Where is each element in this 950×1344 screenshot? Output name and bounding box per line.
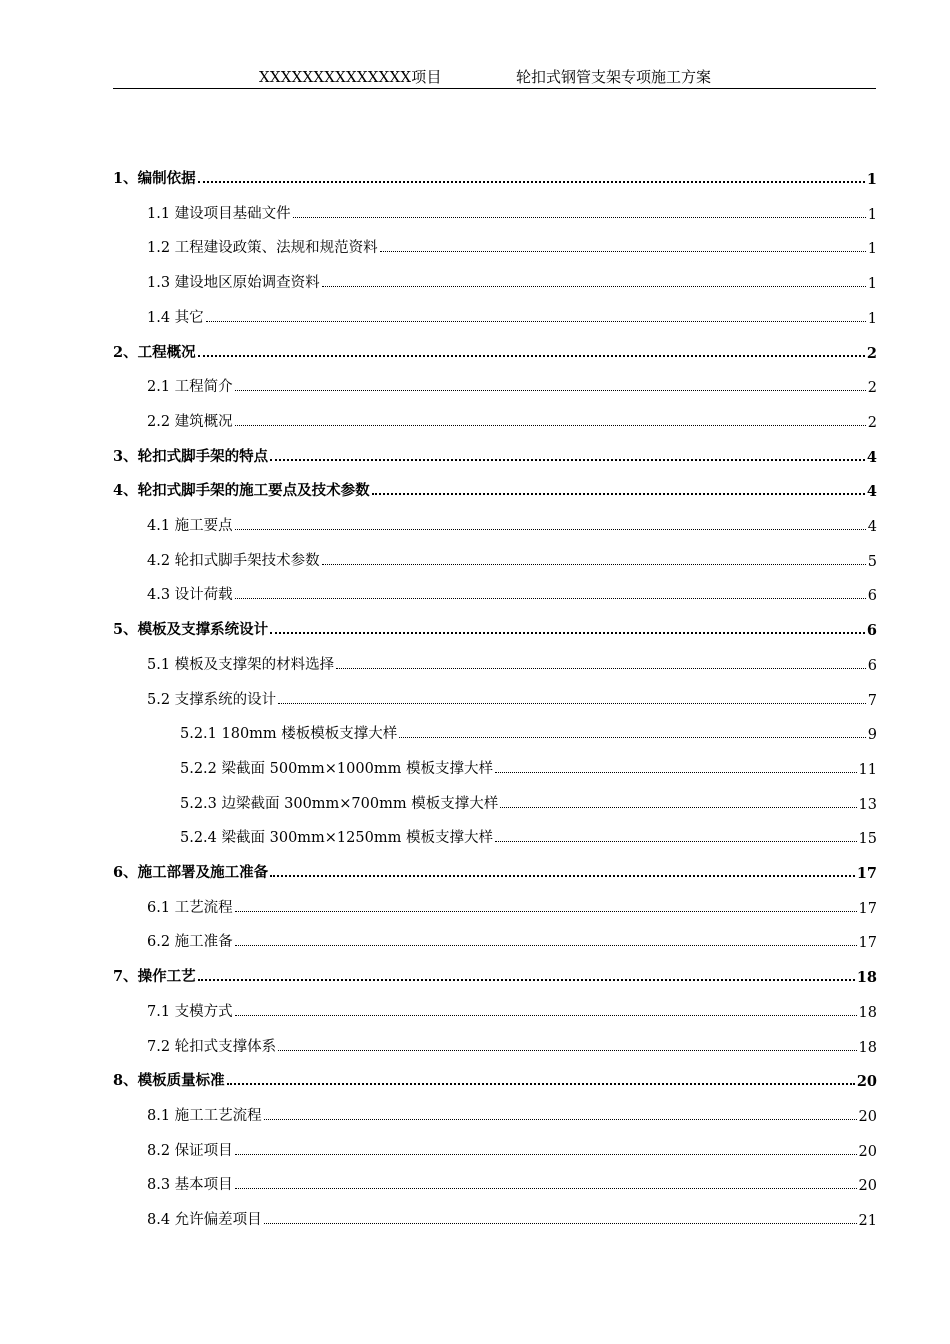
toc-entry-title: 4、轮扣式脚手架的施工要点及技术参数: [113, 482, 370, 500]
toc-entry-title: 5.2.3 边梁截面 300mm×700mm 模板支撑大样: [180, 795, 499, 812]
toc-dot-leader: [372, 493, 865, 495]
toc-entry-page: 1: [867, 241, 877, 258]
toc-entry-page: 4: [867, 519, 877, 535]
toc-entry-level-2[interactable]: [147, 679, 877, 709]
toc-entry-page: 2: [867, 380, 877, 397]
toc-entry-level-2[interactable]: [147, 1199, 877, 1229]
toc-dot-leader: [235, 1154, 857, 1155]
toc-entry-title: 7.1 支模方式: [147, 1003, 233, 1020]
toc-entry-page: 20: [858, 1143, 877, 1160]
toc-dot-leader: [198, 355, 865, 357]
toc-entry-level-1[interactable]: [113, 332, 877, 362]
toc-entry-level-1[interactable]: [113, 470, 877, 500]
toc-entry-title: 8、模板质量标准: [113, 1072, 225, 1090]
toc-entry-page: 1: [866, 171, 877, 188]
toc-dot-leader: [198, 181, 865, 183]
toc-entry-level-2[interactable]: [147, 401, 877, 431]
toc-entry-page: 18: [858, 1004, 877, 1021]
toc-entry-level-1[interactable]: [113, 609, 877, 639]
toc-entry-page: 6: [867, 657, 877, 674]
toc-entry-page: 17: [858, 935, 877, 952]
toc-dot-leader: [270, 875, 855, 877]
toc-dot-leader: [235, 1188, 857, 1189]
header-project: XXXXXXXXXXXXXX项目: [259, 68, 442, 86]
toc-entry-level-2[interactable]: [147, 1095, 877, 1125]
toc-entry-title: 8.4 允许偏差项目: [147, 1212, 262, 1228]
toc-entry-level-2[interactable]: [147, 574, 877, 604]
toc-entry-page: 18: [858, 1039, 877, 1056]
toc-entry-page: 2: [866, 344, 877, 362]
toc-entry-level-1[interactable]: [113, 852, 877, 882]
toc-entry-title: 2.2 建筑概况: [147, 413, 233, 430]
toc-dot-leader: [235, 390, 866, 391]
toc-entry-level-2[interactable]: [147, 262, 877, 292]
toc-entry-page: 1: [867, 206, 877, 223]
toc-dot-leader: [380, 251, 866, 252]
toc-entry-page: 1: [867, 310, 877, 327]
toc-dot-leader: [235, 945, 857, 946]
toc-entry-title: 8.1 施工工艺流程: [147, 1107, 262, 1124]
toc-entry-page: 15: [858, 831, 877, 848]
toc-entry-title: 5.2.4 梁截面 300mm×1250mm 模板支撑大样: [180, 830, 493, 847]
toc-entry-level-3[interactable]: [180, 748, 877, 778]
toc-entry-page: 20: [856, 1073, 877, 1091]
toc-entry-page: 9: [867, 727, 877, 744]
toc-entry-page: 17: [856, 865, 877, 882]
toc-dot-leader: [235, 911, 857, 912]
toc-entry-title: 6、施工部署及施工准备: [113, 864, 269, 881]
toc-entry-title: 7.2 轮扣式支撑体系: [147, 1038, 277, 1055]
toc-entry-level-2[interactable]: [147, 1130, 877, 1160]
toc-entry-page: 21: [858, 1213, 877, 1229]
toc-entry-page: 20: [858, 1108, 877, 1125]
toc-entry-level-1[interactable]: [113, 158, 877, 188]
toc-entry-page: 20: [858, 1178, 877, 1195]
toc-entry-page: 4: [866, 448, 877, 466]
toc-entry-title: 5、模板及支撑系统设计: [113, 621, 269, 639]
toc-dot-leader: [399, 737, 865, 738]
toc-dot-leader: [270, 632, 865, 634]
toc-dot-leader: [264, 1223, 857, 1224]
toc-entry-level-2[interactable]: [147, 887, 877, 917]
toc-dot-leader: [198, 979, 855, 981]
toc-dot-leader: [235, 598, 866, 599]
toc-entry-title: 1、编制依据: [113, 170, 196, 187]
toc-entry-title: 2.1 工程简介: [147, 379, 233, 396]
toc-dot-leader: [235, 1015, 857, 1016]
toc-entry-page: 11: [858, 761, 877, 778]
toc-entry-level-3[interactable]: [180, 713, 877, 743]
toc-dot-leader: [336, 668, 866, 669]
toc-entry-page: 5: [867, 553, 877, 570]
toc-entry-level-2[interactable]: [147, 193, 877, 223]
toc-entry-title: 5.2.1 180mm 楼板模板支撑大样: [180, 726, 398, 743]
toc-entry-title: 4.2 轮扣式脚手架技术参数: [147, 552, 320, 569]
toc-entry-title: 5.2 支撑系统的设计: [147, 691, 277, 708]
header-plan-title: 轮扣式钢管支架专项施工方案: [516, 68, 712, 86]
toc-entry-level-3[interactable]: [180, 817, 877, 847]
toc-entry-title: 1.3 建设地区原始调查资料: [147, 275, 320, 292]
toc-dot-leader: [322, 286, 866, 287]
toc-entry-level-1[interactable]: [113, 956, 877, 986]
toc-dot-leader: [235, 529, 866, 530]
toc-dot-leader: [293, 217, 866, 218]
toc-entry-title: 4.1 施工要点: [147, 518, 233, 534]
toc-entry-level-2[interactable]: [147, 366, 877, 396]
toc-dot-leader: [495, 772, 857, 773]
toc-entry-title: 2、工程概况: [113, 343, 196, 361]
toc-entry-page: 17: [858, 900, 877, 917]
toc-dot-leader: [500, 807, 856, 808]
toc-entry-title: 5.1 模板及支撑架的材料选择: [147, 656, 335, 673]
toc-entry-title: 7、操作工艺: [113, 968, 196, 986]
toc-entry-page: 7: [867, 692, 877, 709]
toc-entry-level-2[interactable]: [147, 1026, 877, 1056]
toc-entry-level-3[interactable]: [180, 783, 877, 813]
toc-entry-level-2[interactable]: [147, 540, 877, 570]
toc-dot-leader: [278, 703, 866, 704]
toc-dot-leader: [270, 459, 865, 461]
page-header: [113, 64, 876, 89]
toc-entry-level-2[interactable]: [147, 644, 877, 674]
toc-dot-leader: [235, 425, 866, 426]
toc-entry-page: 2: [867, 414, 877, 431]
toc-entry-title: 6.2 施工准备: [147, 934, 233, 951]
toc-entry-level-2[interactable]: [147, 297, 877, 327]
toc-entry-level-2[interactable]: [147, 991, 877, 1021]
toc-entry-title: 1.2 工程建设政策、法规和规范资料: [147, 240, 378, 257]
toc-entry-title: 1.1 建设项目基础文件: [147, 205, 291, 222]
toc-entry-level-1[interactable]: [113, 1060, 877, 1090]
toc-entry-level-2[interactable]: [147, 505, 877, 535]
toc-entry-page: 13: [858, 796, 877, 813]
toc-dot-leader: [264, 1119, 857, 1120]
toc-dot-leader: [495, 841, 857, 842]
toc-entry-title: 5.2.2 梁截面 500mm×1000mm 模板支撑大样: [180, 760, 493, 777]
toc-entry-title: 3、轮扣式脚手架的特点: [113, 447, 269, 465]
toc-dot-leader: [322, 564, 866, 565]
toc-entry-page: 4: [866, 483, 877, 501]
toc-dot-leader: [206, 321, 866, 322]
toc-entry-level-2[interactable]: [147, 227, 877, 257]
toc-entry-title: 6.1 工艺流程: [147, 899, 233, 916]
toc-entry-title: 4.3 设计荷载: [147, 587, 233, 604]
toc-entry-level-2[interactable]: [147, 921, 877, 951]
toc-entry-title: 1.4 其它: [147, 309, 204, 326]
toc-dot-leader: [227, 1083, 855, 1085]
toc-dot-leader: [278, 1050, 856, 1051]
toc-entry-page: 1: [867, 276, 877, 293]
toc-entry-title: 8.3 基本项目: [147, 1177, 233, 1194]
toc-entry-level-2[interactable]: [147, 1164, 877, 1194]
toc-entry-title: 8.2 保证项目: [147, 1142, 233, 1159]
toc-entry-page: 18: [856, 969, 877, 987]
toc-entry-page: 6: [866, 622, 877, 640]
toc-entry-page: 6: [867, 588, 877, 605]
toc-entry-level-1[interactable]: [113, 436, 877, 466]
